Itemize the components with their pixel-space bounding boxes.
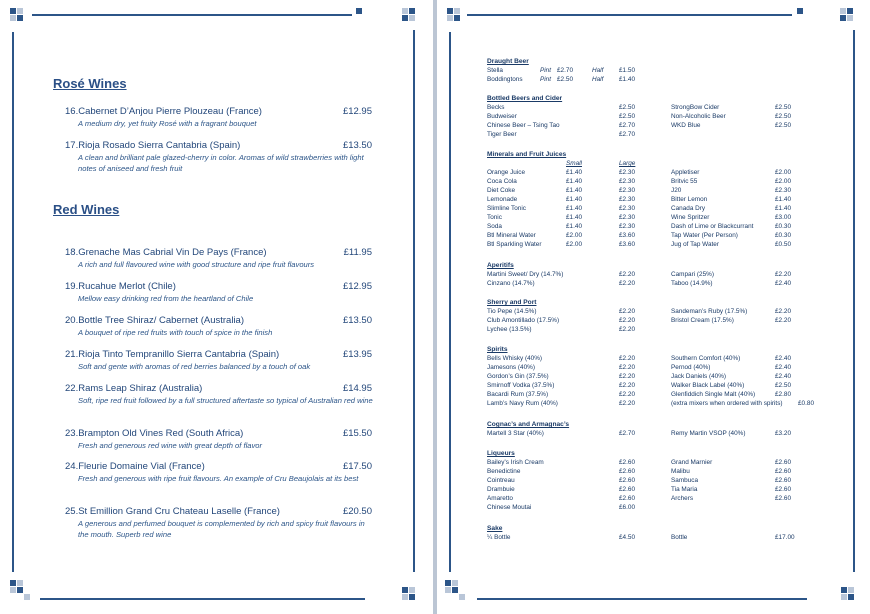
wine-price: £13.50 xyxy=(342,140,372,151)
drink-price: £4.50 xyxy=(619,534,635,541)
drink-price: £2.20 xyxy=(775,317,791,324)
small-label: Small xyxy=(566,160,582,167)
corner-square xyxy=(445,587,451,593)
drink-name: Lychee (13.5%) xyxy=(487,326,532,333)
red-wines-heading: Red Wines xyxy=(53,202,120,217)
drink-price: £0.30 xyxy=(775,232,791,239)
corner-square xyxy=(409,8,415,14)
wine-description: Soft and gente with aromas of red berries balanced by a touch of oak xyxy=(78,362,311,371)
draught-beer-heading: Draught Beer xyxy=(487,58,529,65)
corner-square xyxy=(454,8,460,14)
drink-name: Malibu xyxy=(671,468,690,475)
corner-square xyxy=(17,587,23,593)
wine-item xyxy=(65,349,375,372)
large-price: £2.30 xyxy=(619,223,635,230)
wine-price: £14.95 xyxy=(342,383,372,394)
wine-item xyxy=(65,247,375,270)
pint-label: Pint xyxy=(540,76,552,83)
drink-name: Sambuca xyxy=(671,477,698,484)
drink-price: £2.20 xyxy=(619,317,635,324)
large-price: £3.60 xyxy=(619,241,635,248)
corner-square xyxy=(17,580,23,586)
corner-square xyxy=(847,8,853,14)
drink-name: Remy Martin VSOP (40%) xyxy=(671,430,746,437)
small-price: £1.40 xyxy=(566,214,582,221)
corner-square xyxy=(10,15,16,21)
drink-name: Non-Alcoholic Beer xyxy=(671,113,726,120)
drink-price: £2.20 xyxy=(775,308,791,315)
left-menu-page xyxy=(0,0,433,614)
drink-price: £2.20 xyxy=(619,391,635,398)
wine-name: 23.Brampton Old Vines Red (South Africa) xyxy=(65,428,244,439)
top-rule xyxy=(32,14,352,16)
large-price: £2.30 xyxy=(619,169,635,176)
drink-name: Boddingtons xyxy=(487,76,523,83)
wine-name: 16.Cabernet D’Anjou Pierre Plouzeau (France) xyxy=(65,106,262,117)
corner-square xyxy=(356,8,362,14)
corner-square xyxy=(402,15,408,21)
wine-name: 18.Grenache Mas Cabrial Vin De Pays (France) xyxy=(65,247,267,258)
corner-square xyxy=(10,580,16,586)
drink-name: Lamb’s Navy Rum (40%) xyxy=(487,400,558,407)
drink-price: £2.80 xyxy=(775,391,791,398)
drink-name: Bottle xyxy=(671,534,688,541)
drink-name: Becks xyxy=(487,104,505,111)
wine-price: £12.95 xyxy=(342,281,372,292)
corner-square xyxy=(847,15,853,21)
pint-price: £2.70 xyxy=(557,67,573,74)
drink-name: Martini Sweet/ Dry (14.7%) xyxy=(487,271,564,278)
wine-description: A generous and perfumed bouquet is complemented by rich and spicy fruit flavours in the mouth. Superb red wine xyxy=(78,519,365,539)
drink-name: StrongBow Cider xyxy=(671,104,720,111)
corner-square xyxy=(840,15,846,21)
drink-price: £2.50 xyxy=(619,104,635,111)
drink-price: £2.60 xyxy=(619,477,635,484)
wine-name: 20.Bottle Tree Shiraz/ Cabernet (Australia) xyxy=(65,315,245,326)
drink-name: Budweiser xyxy=(487,113,517,120)
drink-name: Drambuie xyxy=(487,486,515,493)
half-price: £1.40 xyxy=(619,76,635,83)
wine-price: £20.50 xyxy=(342,506,372,517)
bottom-rule xyxy=(477,598,807,600)
mixer-note: (extra mixers when ordered with spirits) xyxy=(671,400,783,407)
drink-name: Pernod (40%) xyxy=(671,364,711,371)
drink-price: £1.40 xyxy=(775,205,791,212)
drink-price: £17.00 xyxy=(775,534,795,541)
drink-name: ¼ Bottle xyxy=(487,534,511,541)
drink-price: £0.50 xyxy=(775,241,791,248)
corner-square xyxy=(24,594,30,600)
corner-square xyxy=(452,587,458,593)
small-price: £1.40 xyxy=(566,196,582,203)
wine-item xyxy=(65,140,375,174)
left-rule xyxy=(12,32,14,572)
corner-square xyxy=(409,594,415,600)
drink-price: £2.00 xyxy=(775,169,791,176)
drink-name: Tiger Beer xyxy=(487,131,517,138)
drink-name: Glenfiddich Single Malt (40%) xyxy=(671,391,756,398)
drink-price: £2.40 xyxy=(775,364,791,371)
drink-price: £2.20 xyxy=(619,355,635,362)
corner-square xyxy=(447,8,453,14)
spirits-heading: Spirits xyxy=(487,346,508,353)
small-price: £1.40 xyxy=(566,169,582,176)
drink-name: Canada Dry xyxy=(671,205,706,212)
corner-square xyxy=(459,594,465,600)
drink-price: £2.50 xyxy=(775,104,791,111)
drink-name: J20 xyxy=(671,187,682,194)
half-label: Half xyxy=(592,76,604,83)
small-price: £2.00 xyxy=(566,232,582,239)
wine-name: 25.St Emillion Grand Cru Chateau Laselle (France) xyxy=(65,506,280,517)
pint-label: Pint xyxy=(540,67,552,74)
wine-item xyxy=(65,461,375,484)
wine-name: 24.Fleurie Domaine Vial (France) xyxy=(65,461,205,472)
bottom-rule xyxy=(40,598,365,600)
drink-price: £2.50 xyxy=(775,382,791,389)
large-price: £2.30 xyxy=(619,214,635,221)
drink-price: £2.20 xyxy=(619,308,635,315)
corner-square xyxy=(402,587,408,593)
liqueurs-heading: Liqueurs xyxy=(487,450,515,457)
drink-price: £2.60 xyxy=(619,495,635,502)
drink-price: £0.80 xyxy=(798,400,814,407)
wine-description: A medium dry, yet fruity Rosé with a fragrant bouquet xyxy=(78,119,257,128)
drink-name: Jug of Tap Water xyxy=(671,241,719,248)
small-price: £1.40 xyxy=(566,178,582,185)
drink-price: £3.20 xyxy=(775,430,791,437)
sherry-port-heading: Sherry and Port xyxy=(487,299,537,306)
drink-name: Jamesons (40%) xyxy=(487,364,535,371)
drink-price: £2.20 xyxy=(619,326,635,333)
wine-name: 22.Rams Leap Shiraz (Australia) xyxy=(65,383,203,394)
small-price: £1.40 xyxy=(566,187,582,194)
drink-name: Dash of Lime or Blackcurrant xyxy=(671,223,754,230)
drink-price: £2.50 xyxy=(775,113,791,120)
drink-price: £2.70 xyxy=(619,430,635,437)
drink-name: Btl Sparkling Water xyxy=(487,241,542,248)
large-price: £2.30 xyxy=(619,178,635,185)
drink-name: Campari (25%) xyxy=(671,271,714,278)
drink-name: Benedictine xyxy=(487,468,521,475)
corner-square xyxy=(17,8,23,14)
drink-price: £2.60 xyxy=(619,486,635,493)
wine-name: 19.Rucahue Merlot (Chile) xyxy=(65,281,176,292)
drink-name: Soda xyxy=(487,223,502,230)
wine-item xyxy=(65,315,375,338)
drink-price: £2.60 xyxy=(775,477,791,484)
wine-item xyxy=(65,506,375,540)
wine-description: A clean and brilliant pale glazed-cherry in color. Aromas of wild strawberries with light notes of aniseed and fresh fruit xyxy=(78,153,364,173)
drink-price: £2.60 xyxy=(619,459,635,466)
wine-description: Fresh and generous with ripe fruit flavours. An example of Cru Beaujolais at its best xyxy=(78,474,359,483)
corner-square xyxy=(402,8,408,14)
drink-name: Taboo (14.9%) xyxy=(671,280,713,287)
corner-square xyxy=(10,587,16,593)
drink-name: Southern Comfort (40%) xyxy=(671,355,741,362)
drink-price: £2.30 xyxy=(775,187,791,194)
drink-name: Grand Marnier xyxy=(671,459,713,466)
aperitifs-heading: Aperitifs xyxy=(487,262,514,269)
drink-price: £2.60 xyxy=(775,459,791,466)
drink-name: Sandeman’s Ruby (17.5%) xyxy=(671,308,748,315)
drink-name: Cinzano (14.7%) xyxy=(487,280,535,287)
corner-square xyxy=(841,587,847,593)
wine-price: £15.50 xyxy=(342,428,372,439)
corner-square xyxy=(402,594,408,600)
top-rule xyxy=(467,14,792,16)
wine-item xyxy=(65,428,375,451)
drink-price: £2.70 xyxy=(619,131,635,138)
drink-price: £2.60 xyxy=(775,468,791,475)
drink-name: Tio Pepe (14.5%) xyxy=(487,308,537,315)
drink-name: Wine Spritzer xyxy=(671,214,710,221)
wine-description: Mellow easy drinking red from the heartland of Chile xyxy=(78,294,254,303)
drink-name: Smirnoff Vodka (37.5%) xyxy=(487,382,555,389)
corner-square xyxy=(797,8,803,14)
half-price: £1.50 xyxy=(619,67,635,74)
drink-name: Britvic 55 xyxy=(671,178,698,185)
drink-name: Bailey’s Irish Cream xyxy=(487,459,544,466)
corner-square xyxy=(409,587,415,593)
drink-price: £2.20 xyxy=(619,271,635,278)
large-price: £2.30 xyxy=(619,196,635,203)
drink-name: Walker Black Label (40%) xyxy=(671,382,745,389)
drink-price: £2.50 xyxy=(619,113,635,120)
drink-name: Appletiser xyxy=(671,169,700,176)
corner-square xyxy=(848,587,854,593)
minerals-heading: Minerals and Fruit Juices xyxy=(487,151,567,158)
corner-square xyxy=(409,15,415,21)
drink-price: £2.40 xyxy=(775,355,791,362)
right-rule xyxy=(853,30,855,572)
drink-name: Lemonade xyxy=(487,196,518,203)
large-price: £3.60 xyxy=(619,232,635,239)
corner-square xyxy=(10,8,16,14)
drink-name: Martell 3 Star (40%) xyxy=(487,430,544,437)
drink-price: £2.40 xyxy=(775,373,791,380)
drink-name: Stella xyxy=(487,67,503,74)
cognac-heading: Cognac’s and Armagnac’s xyxy=(487,421,570,428)
drink-name: Gordon’s Gin (37.5%) xyxy=(487,373,549,380)
drink-price: £2.20 xyxy=(619,280,635,287)
wine-item xyxy=(65,281,375,304)
drink-name: Slimline Tonic xyxy=(487,205,526,212)
corner-square xyxy=(445,580,451,586)
corner-square xyxy=(17,15,23,21)
drink-name: WKD Blue xyxy=(671,122,701,129)
drink-name: Chinese Moutai xyxy=(487,504,532,511)
wine-price: £17.50 xyxy=(342,461,372,472)
drink-price: £2.60 xyxy=(619,468,635,475)
large-label: Large xyxy=(619,160,636,167)
drink-price: £2.20 xyxy=(619,400,635,407)
drink-name: Jack Daniels (40%) xyxy=(671,373,727,380)
drink-price: £0.30 xyxy=(775,223,791,230)
drink-name: Bacardi Rum (37.5%) xyxy=(487,391,549,398)
drink-price: £2.20 xyxy=(619,364,635,371)
drink-name: Bristol Cream (17.5%) xyxy=(671,317,734,324)
sake-heading: Sake xyxy=(487,525,503,532)
drink-name: Tap Water (Per Person) xyxy=(671,232,738,239)
drink-price: £2.20 xyxy=(619,382,635,389)
drink-price: £2.40 xyxy=(775,280,791,287)
large-price: £2.30 xyxy=(619,205,635,212)
drink-name: Tia Maria xyxy=(671,486,698,493)
corner-square xyxy=(452,580,458,586)
wine-description: A rich and full flavoured wine with good structure and ripe fruit flavours xyxy=(78,260,315,269)
drink-name: Chinese Beer – Tsing Tao xyxy=(487,122,560,129)
wine-description: A bouquet of ripe red fruits with touch of spice in the finish xyxy=(78,328,273,337)
wine-price: £11.95 xyxy=(343,247,372,258)
corner-square xyxy=(840,8,846,14)
wine-description: Soft, ripe red fruit followed by a full structured aftertaste so typical of Australian red wine xyxy=(78,396,373,405)
drink-name: Coca Cola xyxy=(487,178,517,185)
right-rule xyxy=(413,30,415,572)
corner-square xyxy=(841,594,847,600)
drink-price: £3.00 xyxy=(775,214,791,221)
wine-description: Fresh and generous red wine with great depth of flavor xyxy=(78,441,263,450)
wine-price: £12.95 xyxy=(342,106,372,117)
bottled-beers-heading: Bottled Beers and Cider xyxy=(487,95,563,102)
drink-price: £2.20 xyxy=(775,271,791,278)
drink-name: Cointreau xyxy=(487,477,515,484)
drink-price: £1.40 xyxy=(775,196,791,203)
pint-price: £2.50 xyxy=(557,76,573,83)
wine-price: £13.50 xyxy=(342,315,372,326)
drink-name: Bitter Lemon xyxy=(671,196,708,203)
small-price: £1.40 xyxy=(566,223,582,230)
corner-square xyxy=(848,594,854,600)
drink-name: Archers xyxy=(671,495,694,502)
small-price: £2.00 xyxy=(566,241,582,248)
right-menu-page xyxy=(437,0,870,614)
drink-price: £2.20 xyxy=(619,373,635,380)
drink-name: Btl Mineral Water xyxy=(487,232,536,239)
half-label: Half xyxy=(592,67,604,74)
wine-name: 17.Rioja Rosado Sierra Cantabria (Spain) xyxy=(65,140,241,151)
drink-name: Orange Juice xyxy=(487,169,526,176)
small-price: £1.40 xyxy=(566,205,582,212)
drink-name: Tonic xyxy=(487,214,502,221)
drink-price: £2.60 xyxy=(775,495,791,502)
drink-name: Diet Coke xyxy=(487,187,516,194)
wine-item xyxy=(65,106,375,129)
drink-price: £2.50 xyxy=(775,122,791,129)
drink-price: £2.60 xyxy=(775,486,791,493)
drink-name: Amaretto xyxy=(487,495,513,502)
corner-square xyxy=(447,15,453,21)
wine-price: £13.95 xyxy=(342,349,372,360)
wine-item xyxy=(65,383,375,406)
drink-name: Bells Whisky (40%) xyxy=(487,355,543,362)
rose-wines-heading: Rosé Wines xyxy=(53,76,127,91)
drink-name: Club Amontillado (17.5%) xyxy=(487,317,560,324)
left-rule xyxy=(449,32,451,572)
large-price: £2.30 xyxy=(619,187,635,194)
drink-price: £2.70 xyxy=(619,122,635,129)
drink-price: £6.00 xyxy=(619,504,635,511)
drink-price: £2.00 xyxy=(775,178,791,185)
wine-name: 21.Rioja Tinto Tempranillo Sierra Cantabria (Spain) xyxy=(65,349,280,360)
corner-square xyxy=(454,15,460,21)
